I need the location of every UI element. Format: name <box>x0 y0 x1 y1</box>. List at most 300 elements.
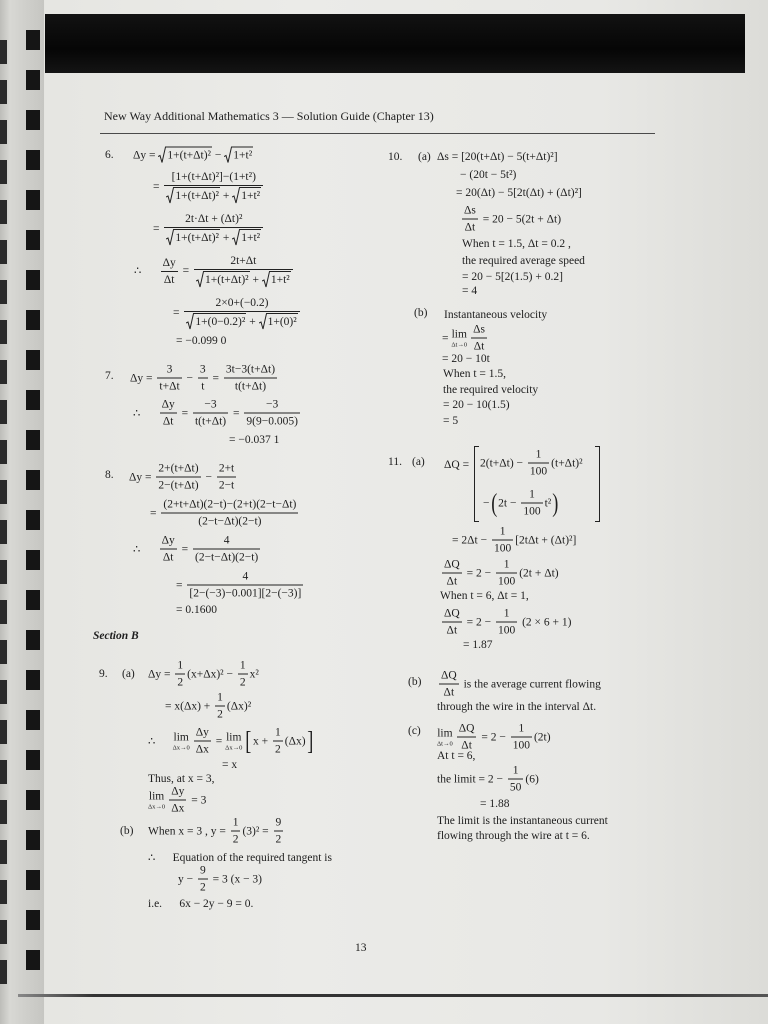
fraction-numerator <box>442 607 462 623</box>
math-text: [2tΔt + (Δt)²] <box>515 534 577 546</box>
math-text: 2+(t+Δt) <box>158 462 199 475</box>
fraction-numerator <box>508 764 524 780</box>
fraction <box>156 462 200 493</box>
math-text: = 2 − <box>463 567 494 579</box>
fraction <box>496 607 517 638</box>
fraction-denominator <box>528 464 549 479</box>
q11a-step-1-lhs <box>444 458 469 472</box>
radicand <box>174 187 220 204</box>
limit-approach: Δx→0 <box>148 803 166 810</box>
part-label: (c) <box>408 725 421 737</box>
binding-ring <box>26 310 40 330</box>
math-text: Thus, at x = 3, <box>148 773 215 785</box>
fraction <box>439 669 459 700</box>
math-text: y − <box>178 873 196 885</box>
q11a-step-1-term-1 <box>480 448 583 479</box>
math-text: Δy <box>195 726 209 739</box>
q8-answer <box>176 603 217 617</box>
q11c-conclusion-2 <box>437 829 590 843</box>
fraction <box>273 726 283 757</box>
fraction-numerator <box>161 256 178 272</box>
radicand <box>174 229 220 246</box>
spiral-binding <box>0 0 44 1024</box>
fraction-denominator <box>215 707 225 722</box>
fraction-numerator <box>161 498 298 514</box>
fraction-numerator <box>231 816 241 832</box>
math-text: 2 <box>239 676 246 689</box>
fraction <box>160 534 177 565</box>
binding-tab <box>0 320 7 344</box>
fraction <box>224 363 277 394</box>
fraction-numerator <box>164 170 263 186</box>
binding-ring <box>26 710 40 730</box>
fraction <box>194 254 293 288</box>
math-text: is the average current flowing <box>460 678 601 690</box>
fraction-denominator <box>273 742 283 757</box>
fraction <box>528 448 549 479</box>
math-text: Δy <box>171 785 185 798</box>
fraction-denominator <box>442 623 462 638</box>
fraction-numerator <box>511 722 532 738</box>
square-root <box>262 271 291 288</box>
fraction-denominator <box>231 832 241 847</box>
q6-step-5 <box>173 296 302 330</box>
math-text: (Δx)² <box>226 700 252 712</box>
math-text: Δy <box>162 256 176 269</box>
fraction <box>160 398 177 429</box>
math-text: x + <box>253 735 272 747</box>
fraction-denominator <box>217 478 236 493</box>
q10b-step-2 <box>442 323 489 354</box>
math-text: 3 <box>166 363 173 376</box>
fraction-numerator <box>198 363 208 379</box>
q7-answer <box>229 433 279 447</box>
math-text: Δy = <box>133 149 159 161</box>
q10a-step-6 <box>462 254 585 268</box>
fraction-denominator <box>187 586 303 601</box>
math-text: = <box>176 579 186 591</box>
part-label: (b) <box>120 825 134 837</box>
q6-step-4 <box>134 254 295 288</box>
binding-ring <box>26 270 40 290</box>
bracket-right <box>595 446 600 522</box>
q9a-answer <box>148 785 206 816</box>
question-number: 10. <box>388 151 403 163</box>
math-text: When t = 6, Δt = 1, <box>440 590 529 602</box>
math-text: 1 <box>529 488 535 501</box>
math-text: Δt <box>446 624 458 637</box>
math-text: Δt <box>443 686 455 699</box>
math-text: Δy = <box>129 471 155 483</box>
fraction <box>457 722 477 753</box>
math-text: 1+t² <box>270 274 290 286</box>
math-text: 3 <box>199 363 206 376</box>
math-text: Δs <box>473 323 485 336</box>
binding-ring <box>26 190 40 210</box>
q11b-line-2 <box>437 700 596 714</box>
fraction-denominator <box>156 478 200 493</box>
fraction-numerator <box>496 558 517 574</box>
fraction <box>496 558 517 589</box>
binding-ring <box>26 670 40 690</box>
fraction-numerator <box>169 785 186 801</box>
fraction-numerator <box>184 296 299 312</box>
fraction <box>164 170 263 204</box>
binding-tab <box>0 160 7 184</box>
fraction <box>198 864 208 895</box>
binding-ring <box>26 550 40 570</box>
fraction-numerator <box>164 212 263 228</box>
math-text: t(t+Δt) <box>194 415 227 428</box>
fraction <box>193 534 260 565</box>
math-text: 1+t² <box>241 232 261 244</box>
question-number: 7. <box>105 370 114 382</box>
limit-word: lim <box>173 731 189 743</box>
math-text: t <box>201 380 205 393</box>
math-text: ΔQ <box>458 722 475 735</box>
fraction <box>175 659 185 690</box>
page-number: 13 <box>355 942 367 954</box>
binding-tab <box>0 680 7 704</box>
part-label: (a) <box>418 151 431 163</box>
scan-shadow-bar <box>45 14 745 73</box>
fraction-denominator <box>462 220 478 235</box>
binding-ring <box>26 70 40 90</box>
fraction-numerator <box>217 462 236 478</box>
fraction <box>521 488 542 519</box>
math-text: the limit = 2 − <box>437 773 506 785</box>
math-text: ΔQ <box>444 558 460 571</box>
math-text: 2(t+Δt) − <box>480 457 526 469</box>
binding-ring <box>26 590 40 610</box>
math-text: = <box>153 181 163 193</box>
math-text: 2t − <box>498 497 520 509</box>
math-text: + <box>249 273 262 286</box>
question-number: 11. <box>388 456 402 468</box>
math-text: − <box>212 149 225 161</box>
square-root <box>232 187 261 204</box>
fraction-denominator <box>521 504 542 519</box>
math-text: 4 <box>223 534 230 547</box>
fraction-denominator <box>496 574 517 589</box>
fraction <box>231 816 241 847</box>
math-text: 100 <box>523 505 541 518</box>
fraction-numerator <box>457 722 477 738</box>
q11a-step-3 <box>440 558 559 589</box>
fraction-denominator <box>439 685 459 700</box>
q6-answer <box>176 334 226 348</box>
math-text: x² <box>249 668 259 680</box>
running-header: New Way Additional Mathematics 3 — Solution Guide (Chapter 13) <box>104 109 434 123</box>
math-text: = −0.099 0 <box>176 335 227 347</box>
math-text: 100 <box>497 575 516 588</box>
binding-tab <box>0 920 7 944</box>
q6-step-1 <box>133 147 253 164</box>
fraction <box>462 204 478 235</box>
fraction <box>274 816 284 847</box>
math-text: 1+(0)² <box>267 316 297 328</box>
math-text: 2−(t+Δt) <box>158 479 199 492</box>
math-text: = 20 − 5[2(1.5) + 0.2] <box>462 271 563 283</box>
q10b-step-3 <box>442 352 490 366</box>
math-text: − <box>483 497 490 509</box>
q10b-step-1 <box>444 308 547 322</box>
math-text: (t+Δt)² <box>551 457 583 469</box>
q9a-step-2 <box>165 691 251 722</box>
math-text: [1+(t+Δt)²]−(1+t²) <box>171 171 256 183</box>
math-text: = 20 − 5(2t + Δt) <box>479 213 562 225</box>
math-text: = <box>230 407 243 419</box>
math-text: + <box>220 189 233 202</box>
q10a-step-5 <box>462 237 571 251</box>
math-text: Instantaneous velocity <box>444 309 548 321</box>
radical-sign-icon <box>166 187 174 204</box>
math-text: = <box>212 735 226 747</box>
fraction-numerator <box>160 398 177 414</box>
part-label: (a) <box>122 668 135 680</box>
math-text: (2t + Δt) <box>519 567 559 579</box>
q8-step-4 <box>176 570 305 601</box>
math-text: 1 <box>499 525 506 538</box>
fraction-denominator <box>193 414 228 429</box>
radical-sign-icon <box>262 271 270 288</box>
math-symbol: ∴ <box>133 543 141 555</box>
binding-tab <box>0 880 7 904</box>
math-text: Δt <box>162 551 174 564</box>
binding-tab <box>0 960 7 984</box>
math-text: Δx <box>195 743 209 756</box>
radical-sign-icon <box>166 229 174 246</box>
math-text: 2 <box>275 833 282 846</box>
binding-ring <box>26 910 40 930</box>
fraction <box>169 785 186 816</box>
math-text: 1+(t+Δt)² <box>204 274 249 286</box>
fraction <box>508 764 524 795</box>
limit-approach: Δt→0 <box>437 740 453 747</box>
math-text: (2−t−Δt)(2−t) <box>198 515 262 528</box>
fraction-numerator <box>238 659 248 675</box>
q10b-step-5 <box>443 383 538 397</box>
square-root <box>186 313 246 330</box>
square-root <box>166 229 220 246</box>
math-text: = 20 − 10(1.5) <box>443 399 510 411</box>
binding-ring <box>26 390 40 410</box>
math-text: = 3 (x − 3) <box>209 873 263 885</box>
math-text: (3)² = <box>242 825 272 837</box>
large-bracket: ( <box>490 488 497 517</box>
math-text: Δt <box>162 415 174 428</box>
binding-tab <box>0 560 7 584</box>
math-text: Δs <box>464 204 476 217</box>
math-text: = 2Δt − <box>452 534 490 546</box>
math-text: + <box>220 231 233 244</box>
fraction-denominator <box>169 801 186 816</box>
math-text: 2t+Δt <box>230 255 257 267</box>
math-text: At t = 6, <box>437 750 476 762</box>
fraction-numerator <box>492 525 513 541</box>
fraction <box>194 726 211 757</box>
fraction-denominator <box>198 880 208 895</box>
binding-ring <box>26 470 40 490</box>
fraction <box>187 570 303 601</box>
math-text: 1+t² <box>241 190 261 202</box>
binding-ring <box>26 150 40 170</box>
square-root <box>158 147 212 164</box>
q8-step-2 <box>150 498 300 529</box>
q8-step-1 <box>129 462 238 493</box>
q10a-step-7 <box>462 270 563 284</box>
square-root <box>259 313 298 330</box>
math-text: = −0.037 1 <box>229 434 280 446</box>
fraction-numerator <box>175 659 185 675</box>
q11a-step-2 <box>452 525 576 556</box>
math-text: 2 <box>217 708 223 721</box>
binding-tab <box>0 280 7 304</box>
math-text: 2t·Δt + (Δt)² <box>185 213 243 225</box>
math-text: through the wire in the interval Δt. <box>437 701 597 713</box>
header-rule <box>100 133 655 134</box>
q9b-step-3 <box>178 864 262 895</box>
fraction-denominator <box>164 186 263 204</box>
math-text: (Δx) <box>284 735 306 747</box>
q10a-step-3 <box>456 186 582 200</box>
limit <box>225 730 242 752</box>
math-text: Δt <box>464 221 476 234</box>
fraction-numerator <box>224 363 277 379</box>
square-root <box>224 147 253 164</box>
fraction-denominator <box>244 414 300 429</box>
math-text: = 2 − <box>478 731 509 743</box>
part-label: (a) <box>412 456 425 468</box>
q10a-step-2 <box>460 168 516 182</box>
part-label: (b) <box>408 676 422 688</box>
fraction-numerator <box>521 488 542 504</box>
math-text: 1 <box>275 726 281 739</box>
math-text: Δy = <box>148 668 174 680</box>
fraction-numerator <box>193 398 228 414</box>
binding-tab <box>0 440 7 464</box>
math-text: 2+t <box>218 462 235 475</box>
math-text: = 2 − <box>463 616 494 628</box>
math-text: = 5 <box>443 415 459 427</box>
math-text: Equation of the required tangent is <box>172 852 332 864</box>
math-text: − <box>202 471 215 483</box>
binding-tab <box>0 840 7 864</box>
radicand <box>194 313 246 330</box>
math-text: 1+t² <box>233 149 253 162</box>
section-heading: Section B <box>93 630 139 642</box>
fraction-denominator <box>442 574 462 589</box>
limit <box>437 726 453 748</box>
math-symbol: ∴ <box>148 852 156 864</box>
math-text: the required average speed <box>462 255 585 267</box>
math-text: ΔQ <box>444 607 460 620</box>
fraction-numerator <box>471 323 487 339</box>
fraction <box>157 363 181 394</box>
fraction-denominator <box>508 780 524 795</box>
math-text: When t = 1.5, <box>443 368 507 380</box>
math-text: = x <box>222 759 238 771</box>
fraction <box>164 212 263 246</box>
fraction-denominator <box>160 550 177 565</box>
bracket-left <box>474 446 479 522</box>
fraction-numerator <box>198 864 208 880</box>
fraction <box>161 498 298 529</box>
math-text: 1+(t+Δt)² <box>167 149 212 162</box>
question-number: 9. <box>99 668 108 680</box>
question-number: 6. <box>105 149 114 161</box>
radicand <box>240 229 261 246</box>
limit-word: lim <box>437 727 453 739</box>
fraction <box>244 398 300 429</box>
limit-word: lim <box>226 731 242 743</box>
radical-sign-icon <box>232 229 240 246</box>
fraction-numerator <box>528 448 549 464</box>
math-text: 100 <box>512 739 530 752</box>
binding-tab <box>0 800 7 824</box>
math-text: Δt <box>446 575 458 588</box>
math-text: = <box>209 372 222 384</box>
math-text: When t = 1.5, Δt = 0.2 , <box>462 238 571 250</box>
math-text: [2−(−3)−0.001][2−(−3)] <box>189 587 302 600</box>
fraction-denominator <box>238 675 248 690</box>
math-text: 9 <box>200 864 206 877</box>
math-text: 4 <box>242 570 249 583</box>
fraction-denominator <box>511 738 532 753</box>
radicand <box>270 271 291 288</box>
math-text: 1+(t+Δt)² <box>175 232 219 244</box>
q11c-answer <box>480 797 510 811</box>
q9a-step-3 <box>148 726 314 757</box>
math-text: Δt <box>473 340 485 353</box>
fraction-denominator <box>198 379 208 394</box>
fraction-denominator <box>161 514 298 529</box>
math-text: When x = 3 , y = <box>148 825 229 837</box>
math-text: − (20t − 5t²) <box>460 169 517 181</box>
math-text: Δx <box>171 802 185 815</box>
math-text: 1+(0−0.2)² <box>195 316 246 328</box>
radical-sign-icon <box>232 187 240 204</box>
q9a-step-4 <box>222 758 237 772</box>
math-text: (6) <box>525 773 539 785</box>
math-text: (2−t−Δt)(2−t) <box>194 551 259 564</box>
q9a-step-1 <box>148 659 259 690</box>
math-text: 1 <box>503 607 510 620</box>
math-text: 3t−3(t+Δt) <box>225 363 276 376</box>
fraction-denominator <box>184 312 299 330</box>
fraction-numerator <box>244 398 300 414</box>
math-text: 9 <box>275 816 282 829</box>
fraction-numerator <box>160 534 177 550</box>
math-text: flowing through the wire at t = 6. <box>437 830 590 842</box>
fraction-denominator <box>224 379 277 394</box>
binding-ring <box>26 870 40 890</box>
q6-step-2 <box>153 170 265 204</box>
math-text: 1+(t+Δt)² <box>175 190 219 202</box>
q11a-step-5 <box>440 607 571 638</box>
fraction <box>492 525 513 556</box>
fraction <box>184 296 299 330</box>
radicand <box>166 147 212 164</box>
math-text: 2−t <box>218 479 235 492</box>
large-bracket: [ <box>245 726 252 755</box>
math-text: Δt <box>163 273 175 286</box>
math-text: 100 <box>493 542 512 555</box>
binding-tab <box>0 520 7 544</box>
math-text: = 4 <box>462 285 478 297</box>
radical-sign-icon <box>158 147 166 164</box>
math-text: (2 × 6 + 1) <box>519 616 572 628</box>
